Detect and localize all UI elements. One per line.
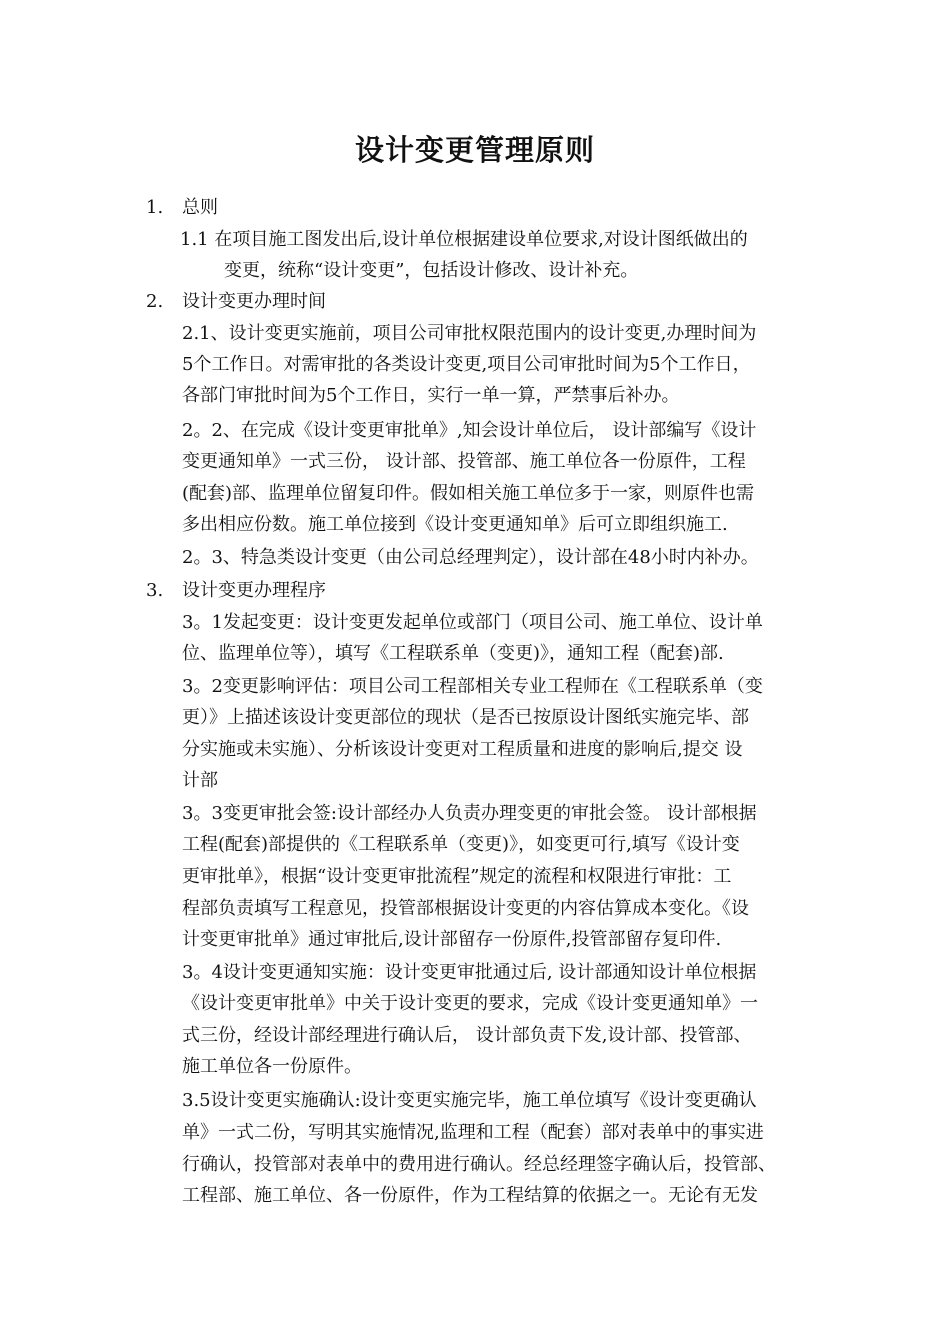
paragraph-2-2-line-3: (配套)部、监理单位留复印件。假如相关施工单位多于一家，则原件也需: [182, 483, 755, 504]
section-2-title: 设计变更办理时间: [182, 291, 326, 312]
section-3-heading: [146, 576, 326, 606]
section-3-number: 3.: [146, 580, 164, 601]
paragraph-2-2-line-4: 多出相应份数。施工单位接到《设计变更通知单》后可立即组织施工.: [182, 514, 728, 535]
paragraph-3-2-line-3: 分实施或未实施）、分析该设计变更对工程质量和进度的影响后,提交 设: [182, 739, 743, 760]
paragraph-3-5-line-4: 工程部、施工单位、各一份原件，作为工程结算的依据之一。无论有无发: [182, 1185, 758, 1206]
paragraph-3-2-line-1: 3。2变更影响评估：项目公司工程部相关专业工程师在《工程联系单（变: [182, 676, 763, 697]
paragraph-3-5-line-3: 行确认，投管部对表单中的费用进行确认。经总经理签字确认后，投管部、: [182, 1154, 776, 1175]
paragraph-3-4-line-1: 3。4设计变更通知实施：设计变更审批通过后, 设计部通知设计单位根据: [182, 962, 757, 983]
paragraph-3-3-line-2: 工程(配套)部提供的《工程联系单（变更)》，如变更可行,填写《设计变: [182, 834, 740, 855]
paragraph-3-3-line-1: 3。3变更审批会签:设计部经办人负责办理变更的审批会签。 设计部根据: [182, 803, 757, 824]
paragraph-1-1-line-1: 1.1 在项目施工图发出后,设计单位根据建设单位要求,对设计图纸做出的: [180, 229, 748, 250]
section-1-heading: [146, 193, 218, 223]
paragraph-3-4-line-3: 式三份，经设计部经理进行确认后， 设计部负责下发,设计部、投管部、: [182, 1025, 752, 1046]
paragraph-3-1-line-2: 位、监理单位等），填写《工程联系单（变更)》，通知工程（配套)部.: [182, 643, 724, 664]
paragraph-3-5-line-2: 单》一式二份，写明其实施情况,监理和工程（配套）部对表单中的事实进: [182, 1122, 764, 1143]
section-3-title: 设计变更办理程序: [182, 580, 326, 601]
paragraph-3-3-line-3: 更审批单》，根据“设计变更审批流程”规定的流程和权限进行审批：工: [182, 866, 732, 887]
paragraph-3-4-line-2: 《设计变更审批单》中关于设计变更的要求，完成《设计变更通知单》一: [182, 993, 758, 1014]
paragraph-3-3-line-4: 程部负责填写工程意见，投管部根据设计变更的内容估算成本变化。《设: [182, 898, 749, 919]
section-1-title: 总则: [182, 197, 218, 218]
paragraph-3-5-line-1: 3.5设计变更实施确认:设计变更实施完毕，施工单位填写《设计变更确认: [182, 1090, 757, 1111]
paragraph-2-1-line-1: 2.1、设计变更实施前，项目公司审批权限范围内的设计变更,办理时间为: [182, 323, 757, 344]
paragraph-3-4-line-4: 施工单位各一份原件。: [182, 1056, 362, 1077]
section-2-number: 2.: [146, 291, 164, 312]
paragraph-3-3-line-5: 计变更审批单》通过审批后,设计部留存一份原件,投管部留存复印件.: [182, 929, 722, 950]
paragraph-3-2-line-4: 计部: [182, 770, 218, 791]
paragraph-3-2-line-2: 更）》上描述该设计变更部位的现状（是否已按原设计图纸实施完毕、部: [182, 707, 749, 728]
paragraph-2-2-line-2: 变更通知单》一式三份， 设计部、投管部、施工单位各一份原件，工程: [182, 451, 746, 472]
paragraph-1-1-line-2: 变更，统称“设计变更”，包括设计修改、设计补充。: [224, 260, 639, 281]
section-1-number: 1.: [146, 197, 164, 218]
paragraph-2-2-line-1: 2。2、在完成《设计变更审批单》,知会设计单位后， 设计部编写《设计: [182, 420, 757, 441]
paragraph-2-1-line-2: 5个工作日。对需审批的各类设计变更,项目公司审批时间为5个工作日，: [182, 354, 751, 375]
section-2-heading: [146, 287, 326, 317]
paragraph-3-1-line-1: 3。1发起变更：设计变更发起单位或部门（项目公司、施工单位、设计单: [182, 612, 763, 633]
document-title: 设计变更管理原则: [354, 133, 595, 167]
paragraph-2-1-line-3: 各部门审批时间为5个工作日，实行一单一算，严禁事后补办。: [182, 385, 680, 406]
paragraph-2-3-line-1: 2。3、特急类设计变更（由公司总经理判定），设计部在48小时内补办。: [182, 547, 759, 568]
